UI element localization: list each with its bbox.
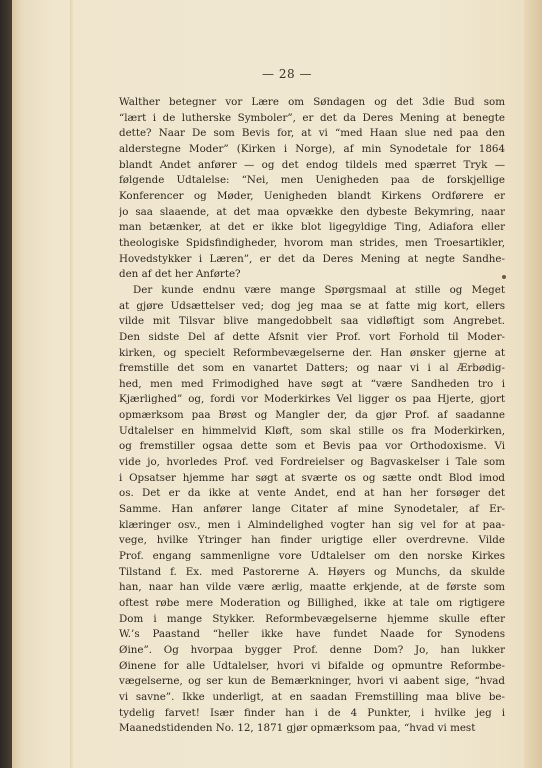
text-line: W.’s Paastand “heller ikke have fundet Naade for Synodens bbox=[119, 628, 505, 641]
text-line: i Opsatser hjemme har søgt at sværte os og sætte ondt Blod imod bbox=[119, 471, 505, 484]
book-page bbox=[12, 0, 526, 768]
text-line: tydelig farvet! Især finder han i de 4 Punkter, i hvilke jeg i bbox=[119, 706, 505, 719]
text-line: vi savne”. Ikke underligt, at en saadan Fremstilling maa blive be- bbox=[119, 690, 505, 703]
text-line: hed, men med Frimodighed have søgt at “være Sandheden tro i bbox=[119, 377, 505, 390]
text-line: den af det her Anførte? bbox=[119, 268, 241, 281]
text-line: Udtalelser en himmelvid Kløft, som skal stille os fra Moderkirken, bbox=[119, 424, 505, 437]
text-line: Dom i mange Stykker. Reformbevægelserne hjemme skulle efter bbox=[119, 612, 505, 625]
text-line: Walther betegner vor Lære om Søndagen og det 3die Bud som bbox=[119, 96, 505, 108]
text-line: han, naar han vilde være ærlig, maatte erkjende, at de første som bbox=[119, 581, 505, 594]
paragraph-container bbox=[119, 95, 505, 737]
text-line: opmærksom paa Brøst og Mangler der, da gjør Prof. af saadanne bbox=[119, 409, 505, 422]
text-line: og fremstiller ogsaa dette som et Bevis paa vor Orthodoxisme. Vi bbox=[119, 440, 505, 453]
text-line: kirken, og specielt Reformbevægelserne der. Han ønsker gjerne at bbox=[119, 346, 505, 359]
text-line: følgende Udtalelse: “Nei, men Uenigheden paa de forskjellige bbox=[119, 174, 505, 187]
page-number: — 28 — bbox=[262, 67, 312, 81]
text-line: vege, hvilke Ytringer han finder urigtige eller overdrevne. Vilde bbox=[119, 534, 505, 547]
text-line: fremstille det som en vanartet Datters; og naar vi i al Ærbødig- bbox=[119, 362, 505, 375]
text-line: Maanedstidenden No. 12, 1871 gjør opmærksom paa, “hvad vi mest bbox=[119, 722, 476, 735]
body-text bbox=[119, 95, 505, 737]
book-spine-edge bbox=[0, 0, 12, 768]
text-line: dette? Naar De som Bevis for, at vi “med Haan slue ned paa den bbox=[119, 127, 505, 140]
paragraph bbox=[119, 283, 505, 737]
text-line: blandt Andet anfører — og det endog tildels med spærret Tryk — bbox=[119, 158, 505, 171]
text-line: Tilstand f. Ex. med Pastorerne A. Høyers og Munchs, da skulde bbox=[119, 565, 505, 578]
text-line: man betænker, at det er ikke blot ligegyldige Ting, Adiafora eller bbox=[119, 221, 505, 234]
text-line: Kjærlighed” og, fordi vor Moderkirkes Vel ligger os paa Hjerte, gjort bbox=[119, 393, 505, 406]
ink-speck bbox=[502, 275, 506, 279]
text-line: Prof. engang sammenligne vore Udtalelser om den norske Kirkes bbox=[119, 550, 505, 563]
text-line: os. Det er da ikke at vente Andet, end at han her forsøger det bbox=[119, 487, 505, 500]
text-line: Konferencer og Møder, Uenigheden blandt Kirkens Ordførere er bbox=[119, 189, 505, 202]
paragraph bbox=[119, 95, 505, 283]
text-line: vide jo, hvorledes Prof. ved Fordreielser og Bagvaskelser i Tale som bbox=[119, 456, 505, 469]
text-line: Den sidste Del af dette Afsnit vier Prof. vort Forhold til Moder- bbox=[119, 330, 505, 343]
text-line: klæringer osv., men i Almindelighed vogter han sig vel for at paa- bbox=[119, 518, 505, 531]
text-line: vægelserne, og ser kun de Bemærkninger, hvori vi aabent sige, “hvad bbox=[119, 675, 505, 688]
text-line: vilde mit Tilsvar blive mangedobbelt saa vidløftigt som Angrebet. bbox=[119, 315, 505, 328]
text-line: Der kunde endnu være mange Spørgsmaal at stille og Meget bbox=[133, 283, 505, 296]
text-line: “lært i de lutherske Symboler”, er det da Deres Mening at benegte bbox=[119, 111, 505, 124]
text-line: theologiske Spidsfindigheder, hvorom man strides, men Troesartikler, bbox=[119, 236, 505, 249]
text-line: jo saa slaaende, at det maa opvække den dybeste Bekymring, naar bbox=[119, 205, 505, 218]
text-line: Samme. Han anfører lange Citater af mine Synodetaler, af Er- bbox=[119, 503, 505, 516]
text-line: Øinene for alle Udtalelser, hvori vi bifalde og opmuntre Reformbe- bbox=[119, 659, 505, 672]
text-line: alderstegne Moder” (Kirken i Norge), af min Synodetale for 1864 bbox=[119, 142, 505, 155]
text-line: Øine”. Og hvorpaa bygger Prof. denne Dom? Jo, han lukker bbox=[119, 643, 505, 656]
text-line: oftest røbe mere Moderation og Billighed, ikke at tale om rigtigere bbox=[119, 597, 505, 609]
next-page-edge bbox=[524, 0, 542, 768]
text-line: Hovedstykker i Læren”, er det da Deres Mening at negte Sandhe- bbox=[119, 252, 505, 265]
text-line: at gjøre Udsættelser ved; dog jeg maa se at fatte mig kort, ellers bbox=[119, 299, 505, 312]
